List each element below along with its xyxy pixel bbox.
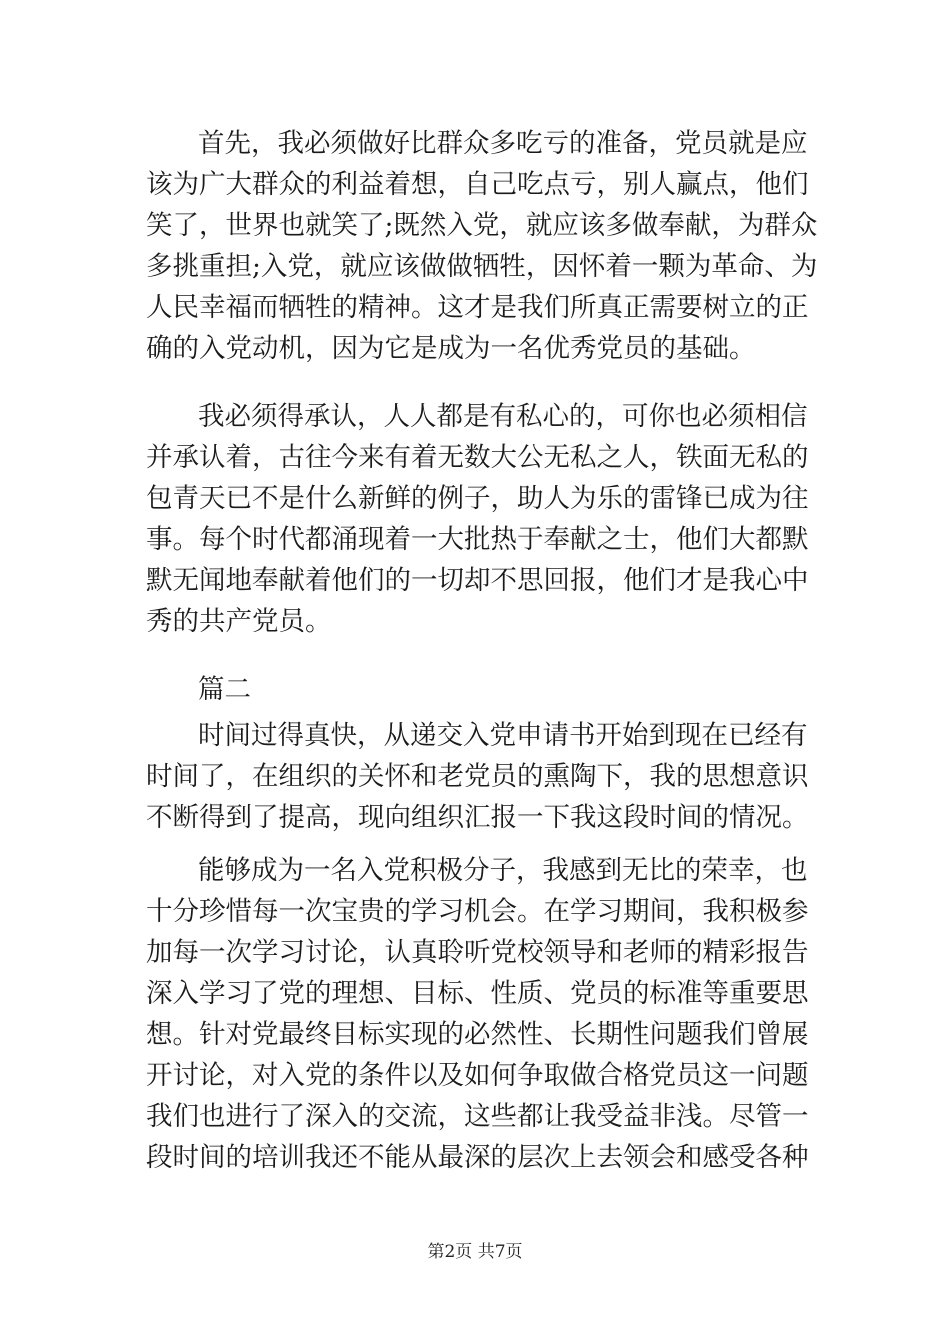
body-line: 十分珍惜每一次宝贵的学习机会。在学习期间，我积极参 xyxy=(146,896,809,927)
body-line: 深入学习了党的理想、目标、性质、党员的标准等重要思 xyxy=(146,978,809,1009)
body-line: 默无闻地奉献着他们的一切却不思回报，他们才是我心中 xyxy=(146,565,809,596)
body-line: 时间了，在组织的关怀和老党员的熏陶下，我的思想意识 xyxy=(146,761,809,792)
body-line: 确的入党动机，因为它是成为一名优秀党员的基础。 xyxy=(146,333,756,364)
body-line: 人民幸福而牺牲的精神。这才是我们所真正需要树立的正 xyxy=(146,292,809,323)
body-line: 加每一次学习讨论，认真聆听党校领导和老师的精彩报告 xyxy=(146,937,809,968)
body-line: 多挑重担;入党，就应该做做牺牲，因怀着一颗为革命、为 xyxy=(146,251,818,282)
body-line: 首先，我必须做好比群众多吃亏的准备，党员就是应 xyxy=(198,128,808,159)
body-line: 能够成为一名入党积极分子，我感到无比的荣幸，也 xyxy=(198,855,808,886)
body-line: 段时间的培训我还不能从最深的层次上去领会和感受各种 xyxy=(146,1142,809,1173)
body-line: 事。每个时代都涌现着一大批热于奉献之士，他们大都默 xyxy=(146,524,809,555)
section-heading: 篇二 xyxy=(198,674,251,705)
body-line: 该为广大群众的利益着想，自己吃点亏，别人赢点，他们 xyxy=(146,169,809,200)
body-line: 时间过得真快，从递交入党申请书开始到现在已经有 xyxy=(198,720,808,751)
body-line: 包青天已不是什么新鲜的例子，助人为乐的雷锋已成为往 xyxy=(146,483,809,514)
body-line: 秀的共产党员。 xyxy=(146,606,332,637)
body-line: 不断得到了提高，现向组织汇报一下我这段时间的情况。 xyxy=(146,802,809,833)
page-number-footer: 第2页 共7页 xyxy=(427,1242,523,1262)
body-line: 想。针对党最终目标实现的必然性、长期性问题我们曾展 xyxy=(146,1019,809,1050)
body-line: 笑了，世界也就笑了;既然入党，就应该多做奉献，为群众 xyxy=(146,210,818,241)
body-line: 我们也进行了深入的交流，这些都让我受益非浅。尽管一 xyxy=(146,1101,809,1132)
body-line: 我必须得承认，人人都是有私心的，可你也必须相信 xyxy=(198,401,808,432)
body-line: 并承认着，古往今来有着无数大公无私之人，铁面无私的 xyxy=(146,442,809,473)
body-line: 开讨论，对入党的条件以及如何争取做合格党员这一问题 xyxy=(146,1060,809,1091)
